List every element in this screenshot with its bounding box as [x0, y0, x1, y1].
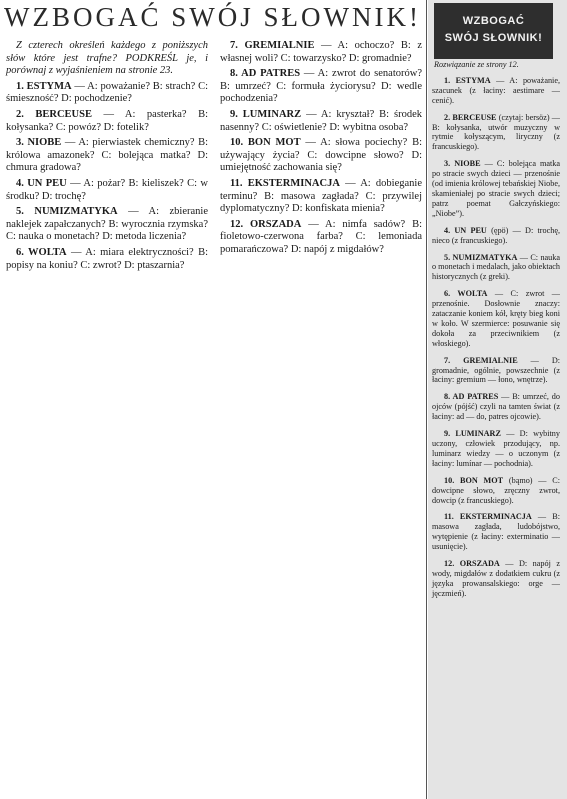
answer-text: — D: wybitny uczony, człowiek przodujący, np. luminarz wiedzy — o uczonym (z łaciny: lumínar — pochodnia). — [432, 429, 560, 468]
answer-term: 10. BON MOT — [444, 475, 504, 485]
question-item — [6, 247, 208, 272]
answer-text: — D: napój z wody, migdałów z dodatkiem cukru (z języka prowansalskiego: orge — jęczmień). — [432, 559, 560, 598]
answer-term: 2. BERCEUSE — [444, 112, 497, 122]
answer-text: — B: umrzeć, do ojców (pójść) czyli na tamten świat (z łaciny: ad — do, patres ojcowie). — [432, 392, 560, 422]
question-item — [220, 137, 422, 175]
question-term: 12. ORSZADA — [230, 218, 302, 230]
answer-term: 11. EKSTERMINACJA — [444, 512, 532, 522]
answer-term: 12. ORSZADA — [444, 559, 500, 569]
answer-term: 1. ESTYMA — [444, 75, 491, 85]
answer-item — [432, 159, 560, 218]
answer-item — [432, 476, 560, 506]
question-term: 2. BERCEUSE — [16, 108, 92, 120]
answer-text: — B: masowa zagłada, ludobójstwo, wytępienie (z łaciny: exterminatio — usunięcie). — [432, 512, 560, 552]
answer-term: 9. LUMINARZ — [444, 429, 501, 439]
page-title: WZBOGAĆ SWÓJ SŁOWNIK! — [4, 2, 421, 32]
answer-text: — A: poważanie, szacunek (z łaciny: aestimare — cenić). — [432, 75, 560, 105]
question-options: — A: dobieganie terminu? B: masowa zagłada? C: przywilej dyplomatyczny? D: konfiskata mienia? — [220, 177, 422, 215]
answer-term: 5. NUMIZMATYKA — [444, 252, 518, 262]
question-item — [6, 137, 208, 175]
questions-column-right — [220, 40, 422, 260]
blank-area — [0, 335, 425, 799]
question-term: 3. NIOBE — [16, 137, 62, 149]
sidebar-title-box — [434, 3, 553, 59]
question-term: 8. AD PATRES — [230, 68, 301, 80]
question-options: — A: słowa pociechy? B: używający życia? C: dowcipne słowo? D: umiejętność zachowania się? — [220, 137, 422, 174]
question-term: 5. NUMIZMATYKA — [16, 206, 118, 218]
answer-item — [432, 253, 560, 283]
answer-item — [432, 226, 560, 246]
answers-list — [432, 60, 560, 606]
question-item — [6, 81, 208, 106]
question-term: 6. WOLTA — [16, 246, 67, 258]
answer-text: (bąmo) — C: dowcipne słowo, zręczny zwrot, dowcip (z francuskiego). — [432, 475, 560, 505]
answer-term: 3. NIOBE — [444, 159, 481, 169]
question-options: — A: ochoczo? B: z własnej woli? C: towarzysko? D: gromadnie? — [220, 40, 422, 64]
question-item — [220, 68, 422, 106]
answer-text: — C: zwrot — przenośnie. Dosłownie znaczy: zataczanie koniem kół, kręty bieg koni w koło. W szermierce: posuwanie się dokoła za przeciwnikiem (z włoskiego). — [432, 289, 560, 348]
question-item — [6, 178, 208, 203]
question-options: — A: nimfa sadów? B: fioletowo-czerwona farba? C: lemoniada pomarańczowa? D: napój z migdałów? — [220, 218, 423, 255]
quiz-intro: Z czterech określeń każdego z poniższych słów które jest trafne? PODKREŚL je, i porównaj z wyjaśnieniem na stronie 23. — [6, 40, 208, 77]
answer-term: 8. AD PATRES — [444, 392, 499, 402]
question-item — [220, 109, 422, 134]
question-item — [220, 178, 422, 216]
question-term: 4. UN PEU — [16, 177, 67, 189]
sidebar-title-line: SWÓJ SŁOWNIK! — [444, 32, 543, 44]
question-term: 1. ESTYMA — [16, 80, 72, 92]
question-options: — A: pożar? B: kieliszek? C: w środku? D: trochę? — [6, 177, 208, 202]
answers-heading: Rozwiązanie ze strony 12. — [434, 60, 519, 69]
answer-item — [432, 113, 560, 153]
answer-text: — C: bolejąca matka po stracie swych dzieci — przenośnie (od imienia królowej tebańskiej Niobe, skamieniałej po stracie swych dzieci; patrz poemat Gałczyńskiego: „Niobe”). — [432, 159, 561, 218]
question-item — [220, 219, 422, 257]
question-options: — A: poważanie? B: strach? C: śmieszność? D: pochodzenie? — [6, 80, 208, 105]
answer-text: — C: nauka o monetach i medalach, jako obiektach historycznych (z greki). — [432, 252, 560, 282]
answer-item — [432, 392, 560, 422]
answer-text: (czytaj: bersöz) — B: kołysanka, utwór muzyczny w rytmie kołyszącym, liryczny (z francuskiego). — [432, 112, 560, 152]
sidebar-title-line: WZBOGAĆ — [462, 15, 525, 27]
question-options: — A: pierwiastek chemiczny? B: królowa amazonek? C: bolejąca matka? D: chmura gradowa? — [6, 137, 208, 174]
question-item — [6, 206, 208, 244]
question-term: 11. EKSTERMINACJA — [230, 177, 340, 189]
question-options: — A: pasterka? B: kołysanka? C: powóz? D: fotelik? — [6, 108, 208, 133]
column-divider — [426, 0, 427, 799]
answer-item — [432, 76, 560, 106]
questions-column-left — [6, 40, 208, 275]
answer-item — [432, 356, 560, 386]
question-term: 9. LUMINARZ — [230, 108, 302, 120]
question-options: — A: miara elektryczności? B: popisy na koniu? C: zwrot? D: ptaszarnia? — [6, 246, 208, 271]
question-options: — A: zwrot do senatorów? B: umrzeć? C: formuła życiorysu? D: wedle pochodzenia? — [220, 68, 422, 105]
answer-term: 4. UN PEU — [444, 225, 487, 235]
answer-text: — D: gromadnie, ogólnie, powszechnie (z łaciny: gremium — łono, wnętrze). — [432, 355, 561, 385]
question-item — [220, 40, 422, 65]
answer-item — [432, 559, 560, 599]
question-options: — A: zbieranie naklejek zapałczanych? B: wyrocznia rzymska? C: nauka o monetach? D: metoda liczenia? — [6, 206, 208, 243]
answer-item — [432, 429, 560, 469]
question-options: — A: kryształ? B: środek nasenny? C: oświetlenie? D: wybitna osoba? — [220, 108, 422, 133]
answer-term: 6. WOLTA — [444, 289, 488, 299]
question-item — [6, 109, 208, 134]
question-term: 7. GREMIALNIE — [230, 40, 315, 51]
answer-text: (ępö) — D: trochę, nieco (z francuskiego). — [432, 225, 560, 245]
answer-item — [432, 512, 560, 552]
quiz-questions — [4, 40, 422, 330]
answer-term: 7. GREMIALNIE — [444, 355, 518, 365]
answers-sidebar — [428, 0, 567, 799]
question-term: 10. BON MOT — [230, 137, 301, 149]
answer-item — [432, 289, 560, 348]
